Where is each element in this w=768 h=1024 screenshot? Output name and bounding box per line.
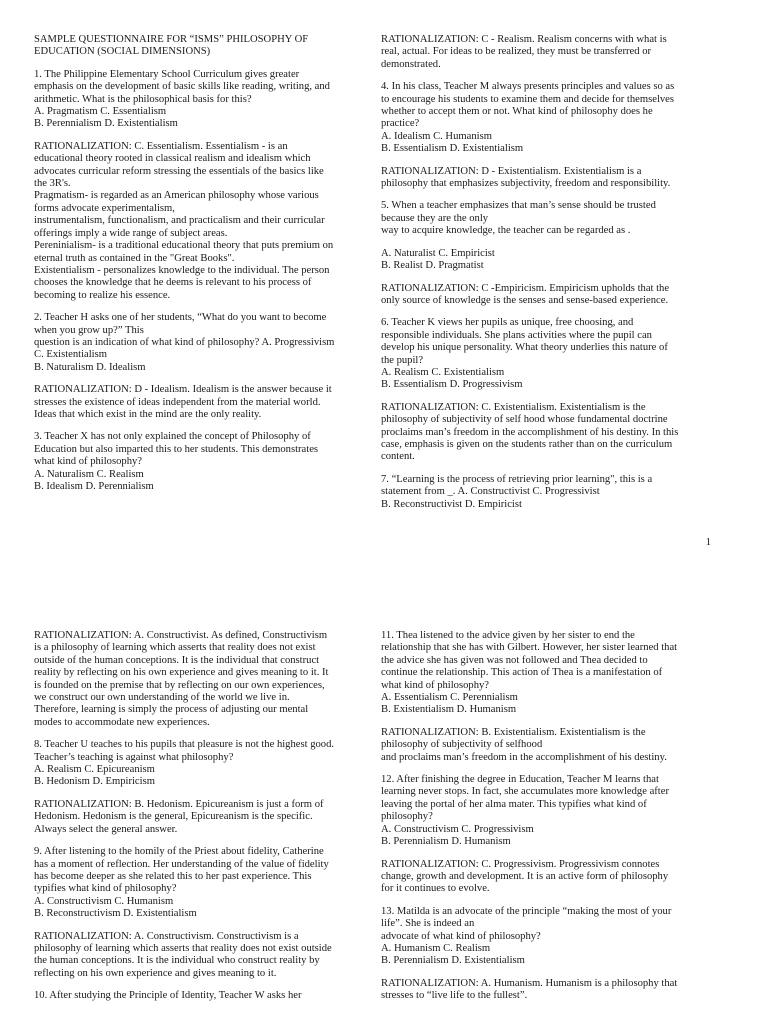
text-line: case, emphasis is given on the students rather than on the curriculum [381, 438, 673, 450]
text-line: content. [381, 451, 415, 463]
text-line: question is an indication of what kind of philosophy? A. Progressivism [34, 336, 335, 348]
text-line: stresses the existence of ideas independent from the material world. [34, 396, 321, 408]
text-line: reality by reflecting on his own experience and gives meaning to it. It [34, 667, 329, 679]
text-line: the human conceptions. It is the individual who construct reality by [34, 955, 320, 967]
rationalization-paragraph [381, 978, 717, 1003]
text-line: A. Idealism C. Humanism [381, 130, 492, 142]
question-paragraph [381, 630, 717, 717]
text-line: SAMPLE QUESTIONNAIRE FOR “ISMS” PHILOSOPHY OF [34, 34, 309, 45]
text-line: philosophy of subjectivity of self hood whose fundamental doctrine [381, 414, 668, 426]
text-line: RATIONALIZATION: A. Constructivism. Constructivism is a [34, 930, 299, 942]
text-line: Education but also imparted this to her students. This demonstrates [34, 443, 319, 455]
text-line: leaving the portal of her alma mater. This typifies what kind of [381, 798, 647, 810]
text-line: B. Idealism D. Perennialism [34, 481, 154, 492]
question-paragraph [34, 846, 370, 920]
text-line: B. Reconstructivist D. Empiricist [381, 498, 522, 510]
text-line: 3. Teacher X has not only explained the concept of Philosophy of [34, 431, 311, 443]
text-line: A. Realism C. Existentialism [381, 366, 505, 378]
text-line: 7. “Learning is the process of retrieving prior learning", this is a [381, 473, 653, 485]
text-line: 4. In his class, Teacher M always presents principles and values so as [381, 81, 675, 93]
text-line: when you grow up?” This [34, 324, 144, 336]
text-line: 5. When a teacher emphasizes that man’s sense should be trusted [381, 200, 656, 212]
question-paragraph [34, 312, 370, 374]
text-line: life”. She is indeed an [381, 918, 475, 930]
text-line: learning never stops. In fact, she accumulates more knowledge after [381, 786, 669, 798]
text-line: instrumentalism, functionalism, and practicalism and their curricular [34, 215, 325, 227]
text-line: 10. After studying the Principle of Identity, Teacher W asks her [34, 990, 302, 1002]
text-line: B. Perennialism D. Humanism [381, 836, 511, 848]
question-paragraph [381, 774, 717, 848]
text-line: is a philosophy of learning which asserts that reality does not exist [34, 642, 316, 654]
text-line: 9. After listening to the homily of the Priest about fidelity, Catherine [34, 846, 324, 858]
page-2-right-column [381, 630, 717, 1013]
page-1-right-column [381, 34, 717, 521]
rationalization-paragraph [381, 727, 717, 764]
text-line: RATIONALIZATION: D - Existentialism. Existentialism is a [381, 165, 642, 177]
text-line: Hedonism. Hedonism is the general, Epicureanism is the specific. [34, 811, 313, 823]
text-line: 11. Thea listened to the advice given by her sister to end the [381, 630, 635, 641]
text-line: to encourage his students to examine them and decide for themselves [381, 93, 675, 105]
text-line: way to acquire knowledge, the teacher can be regarded as . [381, 225, 631, 237]
question-paragraph [381, 317, 717, 391]
text-line: Ideas that which exist in the mind are the only reality. [34, 408, 262, 420]
text-line: real, actual. For ideas to be realized, they must be transferred or [381, 46, 652, 58]
text-line: Pragmatism- is regarded as an American philosophy whose various [34, 190, 319, 202]
text-line: C. Existentialism [34, 349, 107, 361]
question-paragraph [34, 739, 370, 789]
text-line: 1. The Philippine Elementary School Curriculum gives greater [34, 68, 300, 80]
text-line: we construct our own understanding of the world we live in. [34, 692, 290, 704]
question-paragraph [381, 474, 717, 511]
text-line: A. Humanism C. Realism [381, 942, 491, 954]
text-line: A. Constructivism C. Progressivism [381, 823, 534, 835]
text-line: change, growth and development. It is an active form of philosophy [381, 870, 669, 882]
rationalization-paragraph [34, 384, 370, 421]
text-line: Pereninialism- is a traditional educational theory that puts premium on [34, 240, 334, 252]
document-title [34, 34, 370, 59]
text-line: RATIONALIZATION: C - Realism. Realism concerns with what is [381, 34, 667, 45]
text-line: chooses the knowledge that he deems is relevant to his process of [34, 277, 312, 289]
rationalization-paragraph [34, 141, 370, 302]
text-line: because they are the only [381, 212, 489, 224]
text-line: develop his unique personality. What theory underlies this nature of [381, 342, 668, 354]
rationalization-paragraph [381, 402, 717, 464]
text-line: and proclaims man’s freedom in the accomplishment of his destiny. [381, 751, 667, 763]
text-line: what kind of philosophy? [34, 456, 142, 468]
text-line: the 3R's. [34, 178, 71, 190]
text-line: the pupil? [381, 354, 424, 366]
text-line: philosophy of subjectivity of selfhood [381, 739, 543, 751]
text-line: advocates curricular reform stressing the essentials of the basics like [34, 165, 324, 177]
rationalization-paragraph [381, 166, 717, 191]
text-line: RATIONALIZATION: C -Empiricism. Empiricism upholds that the [381, 282, 670, 294]
question-paragraph [34, 990, 370, 1002]
text-line: 8. Teacher U teaches to his pupils that pleasure is not the highest good. [34, 739, 335, 751]
text-line: for it continues to evolve. [381, 883, 490, 895]
text-line: continue the relationship. This action of Thea is a manifestation of [381, 667, 663, 679]
text-line: statement from _. A. Constructivist C. Progressivist [381, 486, 600, 498]
text-line: eternal truth as contained in the "Great Books". [34, 252, 235, 264]
rationalization-paragraph [34, 630, 370, 729]
question-paragraph [381, 81, 717, 155]
text-line: A. Realism C. Epicureanism [34, 764, 155, 776]
text-line: offerings imply a wide range of subject areas. [34, 227, 228, 239]
text-line: Existentialism - personalizes knowledge to the individual. The person [34, 264, 330, 276]
text-line: Always select the general answer. [34, 823, 178, 835]
text-line: responsible individuals. She plans activities where the pupil can [381, 329, 652, 341]
question-paragraph [381, 200, 717, 237]
rationalization-paragraph [381, 283, 717, 308]
text-line: A. Naturalist C. Empiricist [381, 247, 495, 259]
text-line: A. Pragmatism C. Essentialism [34, 106, 167, 118]
text-line: Teacher’s teaching is against what philosophy? [34, 751, 234, 763]
page-2-left-column [34, 630, 370, 1013]
text-line: RATIONALIZATION: B. Hedonism. Epicureanism is just a form of [34, 798, 324, 810]
text-line: RATIONALIZATION: C. Essentialism. Essentialism - is an [34, 140, 288, 152]
rationalization-paragraph [381, 859, 717, 896]
text-line: has a moment of reflection. Her understanding of the value of fidelity [34, 858, 329, 870]
text-line: RATIONALIZATION: D - Idealism. Idealism is the answer because it [34, 384, 332, 396]
text-line: B. Essentialism D. Existentialism [381, 143, 524, 155]
text-line: stresses to “live life to the fullest”. [381, 990, 528, 1002]
text-line: B. Existentialism D. Humanism [381, 704, 517, 716]
text-line: B. Perennialism D. Existentialism [34, 118, 178, 130]
document-page-2 [0, 610, 768, 1024]
text-line: 13. Matilda is an advocate of the principle “making the most of your [381, 905, 672, 917]
text-line: typifies what kind of philosophy? [34, 883, 177, 895]
text-line: relationship that she has with Gilbert. However, her sister learned that [381, 642, 678, 654]
text-line: modes to accommodate new experiences. [34, 716, 210, 728]
question-paragraph [34, 69, 370, 131]
text-line: proclaims man’s freedom in the accomplishment of his destiny. In this [381, 426, 679, 438]
text-line: is founded on the premise that by reflecting on our own experiences, [34, 679, 325, 691]
text-line: arithmetic. What is the philosophical basis for this? [34, 93, 252, 105]
text-line: outside of the human conceptions. It is the individual that construct [34, 654, 320, 666]
answer-choices [381, 248, 717, 273]
text-line: B. Realist D. Pragmatist [381, 260, 484, 272]
text-line: advocate of what kind of philosophy? [381, 930, 541, 942]
text-line: RATIONALIZATION: B. Existentialism. Existentialism is the [381, 726, 646, 738]
text-line: only source of knowledge is the senses and sense-based experience. [381, 294, 669, 306]
text-line: EDUCATION (SOCIAL DIMENSIONS) [34, 46, 211, 58]
text-line: 12. After finishing the degree in Education, Teacher M learns that [381, 774, 659, 786]
rationalization-paragraph [381, 34, 717, 71]
text-line: B. Perennialism D. Existentialism [381, 955, 525, 967]
text-line: 6. Teacher K views her pupils as unique, free choosing, and [381, 317, 634, 329]
text-line: A. Essentialism C. Perennialism [381, 692, 518, 704]
text-line: whether to accept them or not. What kind of philosophy does he [381, 106, 653, 118]
text-line: B. Reconstructivism D. Existentialism [34, 908, 197, 920]
question-paragraph [34, 431, 370, 493]
text-line: RATIONALIZATION: C. Progressivism. Progressivism connotes [381, 858, 660, 870]
text-line: A. Naturalism C. Realism [34, 468, 144, 480]
text-line: RATIONALIZATION: C. Existentialism. Existentialism is the [381, 401, 646, 413]
text-line: RATIONALIZATION: A. Humanism. Humanism is a philosophy that [381, 977, 678, 989]
text-line: A. Constructivism C. Humanism [34, 895, 174, 907]
text-line: B. Naturalism D. Idealism [34, 361, 146, 373]
text-line: forms advocate experimentalism, [34, 202, 175, 214]
text-line: philosophy that emphasizes subjectivity, freedom and responsibility. [381, 178, 671, 190]
text-line: B. Essentialism D. Progressivism [381, 379, 523, 391]
page-number: 1 [705, 537, 711, 548]
page-1-left-column [34, 34, 370, 503]
rationalization-paragraph [34, 799, 370, 836]
text-line: 2. Teacher H asks one of her students, “What do you want to become [34, 312, 327, 324]
page-gap [0, 556, 768, 610]
text-line: what kind of philosophy? [381, 679, 489, 691]
text-line: becoming to realize his essence. [34, 289, 171, 301]
rationalization-paragraph [34, 931, 370, 981]
text-line: the advice she has given was not followed and Thea decided to [381, 654, 648, 666]
text-line: demonstrated. [381, 58, 441, 70]
text-line: B. Hedonism D. Empiricism [34, 776, 155, 788]
text-line: reflecting on his own experience and gives meaning to it. [34, 967, 277, 979]
text-line: Therefore, learning is simply the process of adjusting our mental [34, 704, 309, 716]
text-line: educational theory rooted in classical realism and idealism which [34, 153, 311, 165]
text-line: philosophy? [381, 811, 433, 823]
question-paragraph [381, 906, 717, 968]
text-line: philosophy of learning which asserts that reality does not exist outside [34, 942, 332, 954]
text-line: practice? [381, 118, 420, 130]
text-line: emphasis on the development of basic skills like reading, writing, and [34, 81, 330, 93]
text-line: has become deeper as she related this to her past experience. This [34, 870, 312, 882]
text-line: RATIONALIZATION: A. Constructivist. As defined, Constructivism [34, 630, 328, 641]
